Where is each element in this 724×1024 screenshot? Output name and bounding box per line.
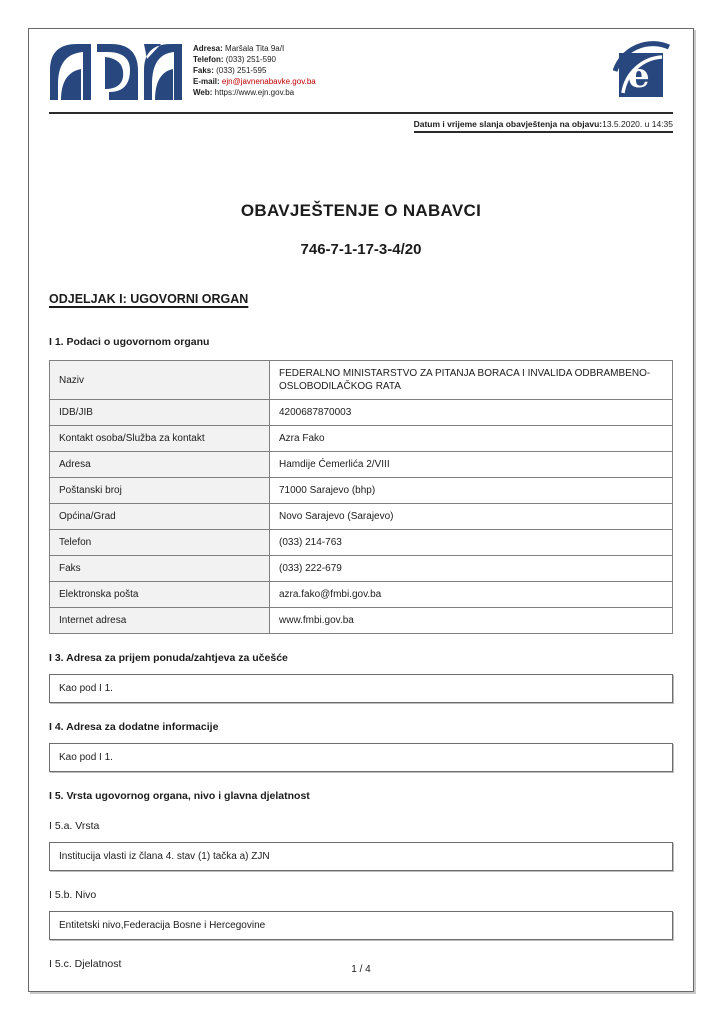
row-label: Naziv — [50, 361, 270, 400]
subsection-heading-i1: I 1. Podaci o ugovornom organu — [49, 336, 210, 348]
contact-line — [193, 43, 316, 54]
svg-text:e: e — [628, 56, 650, 96]
table-row — [50, 478, 673, 504]
row-value: azra.fako@fmbi.gov.ba — [270, 582, 673, 608]
contact-value: (033) 251-595 — [216, 66, 267, 75]
sent-datetime-row — [49, 114, 673, 133]
row-label: Kontakt osoba/Služba za kontakt — [50, 426, 270, 452]
row-value: (033) 222-679 — [270, 556, 673, 582]
field-heading-i5: I 5. Vrsta ugovornog organa, nivo i glavna djelatnost — [49, 790, 310, 802]
sent-datetime-label: Datum i vrijeme slanja obavještenja na objavu: — [413, 119, 603, 129]
table-row — [50, 400, 673, 426]
contact-line — [193, 76, 316, 87]
field-heading-i3: I 3. Adresa za prijem ponuda/zahtjeva za učešće — [49, 652, 288, 664]
row-label: Adresa — [50, 452, 270, 478]
field-heading-i5b: I 5.b. Nivo — [49, 889, 97, 901]
page-number: 1 / 4 — [351, 964, 371, 975]
row-value: (033) 214-763 — [270, 530, 673, 556]
contact-label: Web: — [193, 88, 213, 97]
contact-label: Faks: — [193, 66, 214, 75]
page-header — [49, 41, 673, 106]
table-row — [50, 582, 673, 608]
row-label: Internet adresa — [50, 608, 270, 634]
table-row — [50, 608, 673, 634]
authority-table — [49, 360, 673, 634]
value-box-i5b: Entitetski nivo,Federacija Bosne i Hercegovine — [49, 911, 673, 940]
row-label: Elektronska pošta — [50, 582, 270, 608]
page-title: OBAVJEŠTENJE O NABAVCI — [240, 201, 482, 220]
row-value: Hamdije Ćemerlića 2/VIII — [270, 452, 673, 478]
sent-datetime-value: 13.5.2020. u 14:35 — [602, 119, 673, 129]
contact-value: (033) 251-590 — [225, 55, 277, 64]
contact-label: E-mail: — [193, 77, 220, 86]
row-label: Općina/Grad — [50, 504, 270, 530]
contact-line — [193, 87, 316, 98]
table-row — [50, 530, 673, 556]
contact-label: Telefon: — [193, 55, 224, 64]
field-heading-i5a: I 5.a. Vrsta — [49, 820, 100, 832]
table-row — [50, 556, 673, 582]
row-value: Novo Sarajevo (Sarajevo) — [270, 504, 673, 530]
table-row — [50, 361, 673, 400]
notice-number: 746-7-1-17-3-4/20 — [300, 241, 422, 258]
row-value: Azra Fako — [270, 426, 673, 452]
value-box-i5a: Institucija vlasti iz člana 4. stav (1) tačka a) ZJN — [49, 842, 673, 871]
value-box-i3: Kao pod I 1. — [49, 674, 673, 703]
row-label: Faks — [50, 556, 270, 582]
ejn-emblem-icon — [613, 41, 671, 102]
contact-label: Adresa: — [193, 44, 223, 53]
row-value: 4200687870003 — [270, 400, 673, 426]
contact-value: Maršala Tita 9a/I — [225, 44, 285, 53]
contact-web-value: https://www.ejn.gov.ba — [214, 88, 295, 97]
contact-line — [193, 54, 316, 65]
contact-line — [193, 65, 316, 76]
document-page — [28, 28, 694, 992]
value-box-i4: Kao pod I 1. — [49, 743, 673, 772]
table-row — [50, 504, 673, 530]
row-value: 71000 Sarajevo (bhp) — [270, 478, 673, 504]
row-value: www.fmbi.gov.ba — [270, 608, 673, 634]
section-heading-odjeljak-1: ODJELJAK I: UGOVORNI ORGAN — [49, 292, 249, 306]
row-value: FEDERALNO MINISTARSTVO ZA PITANJA BORACA I INVALIDA ODBRAMBENO-OSLOBODILAČKOG RATA — [270, 361, 673, 400]
table-row — [50, 426, 673, 452]
ejn-logo-icon — [49, 43, 183, 106]
field-heading-i4: I 4. Adresa za dodatne informacije — [49, 721, 219, 733]
row-label: IDB/JIB — [50, 400, 270, 426]
row-label: Poštanski broj — [50, 478, 270, 504]
sent-datetime — [414, 117, 673, 133]
contact-email-value: ejn@javnenabavke.gov.ba — [221, 77, 316, 86]
row-label: Telefon — [50, 530, 270, 556]
table-row — [50, 452, 673, 478]
field-heading-i5c: I 5.c. Djelatnost — [49, 958, 122, 970]
contact-block — [193, 43, 316, 98]
